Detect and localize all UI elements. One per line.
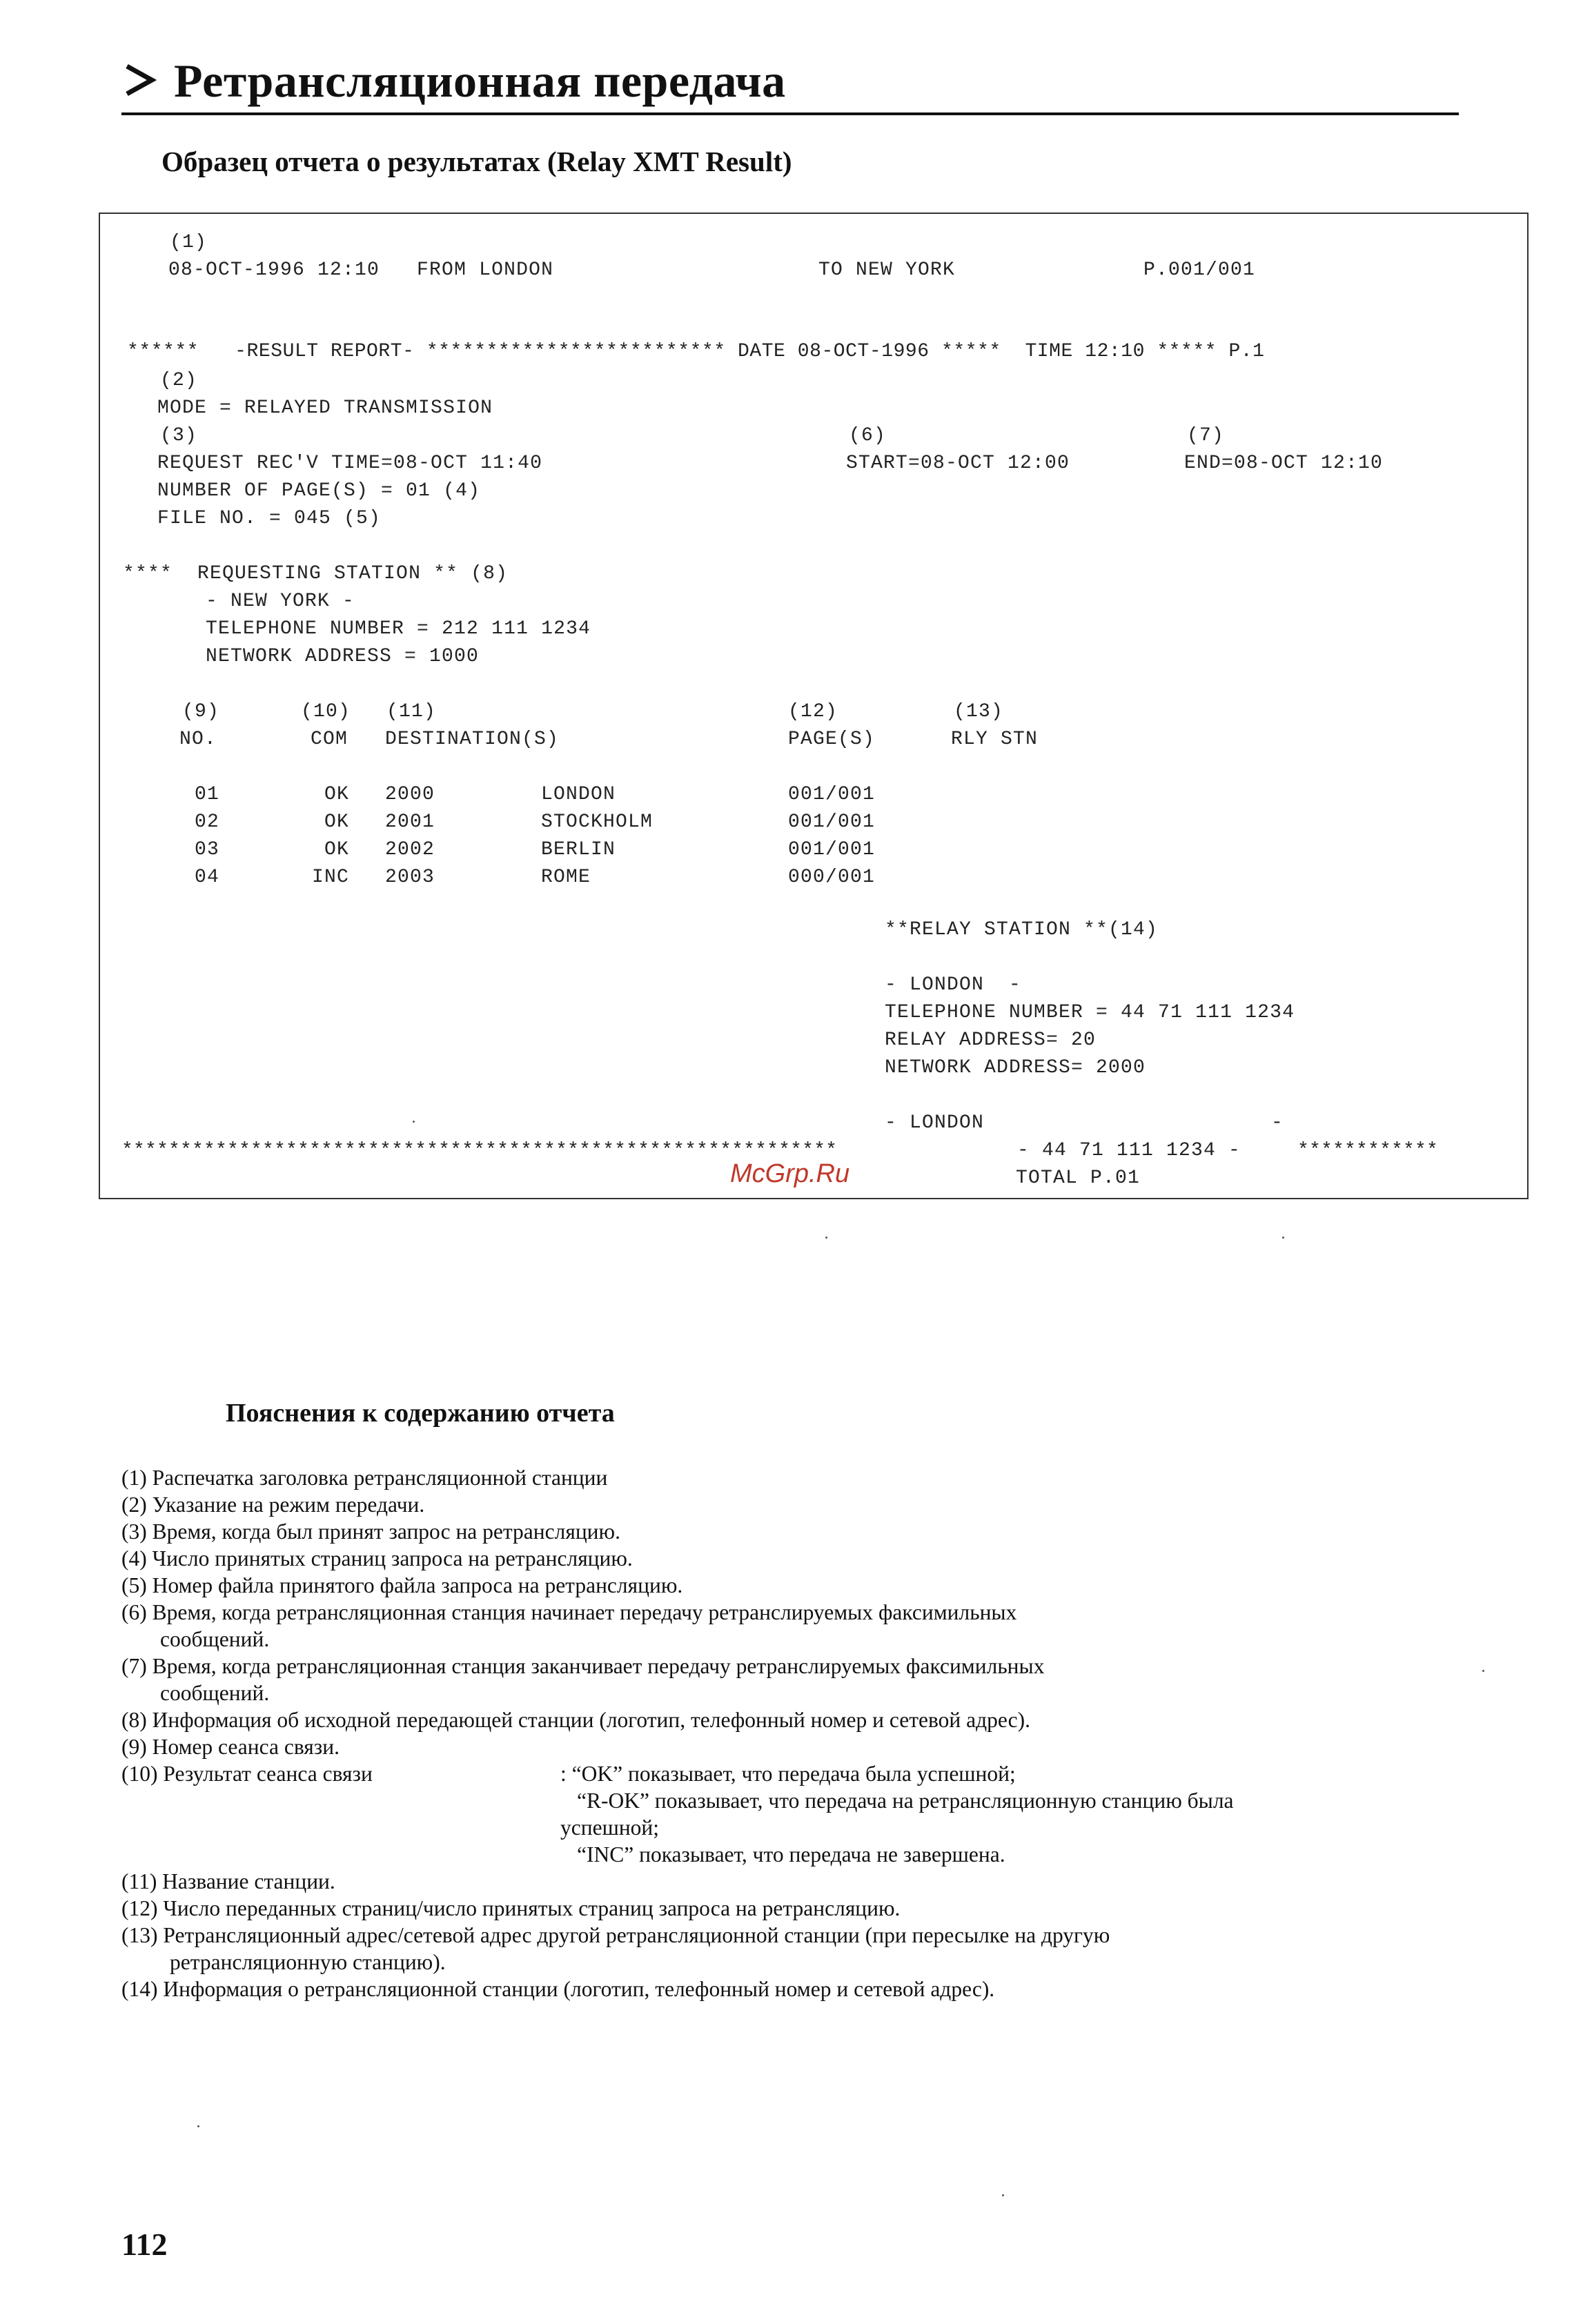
footer-stars-right: ************ xyxy=(1297,1140,1439,1161)
request-time-line: REQUEST REC'V TIME=08-OCT 11:40 xyxy=(157,453,543,474)
explanation-item-10-detail: успешной; xyxy=(560,1815,660,1840)
row-number: 2000 xyxy=(385,784,435,805)
col-index-com: (10) xyxy=(301,701,351,722)
row-no: 01 xyxy=(195,784,220,805)
relay-station-network: NETWORK ADDRESS= 2000 xyxy=(885,1057,1146,1079)
col-index-no: (9) xyxy=(182,701,220,722)
report-header-page: P.001/001 xyxy=(1143,259,1256,281)
row-no: 04 xyxy=(195,867,220,888)
total-pages: TOTAL P.01 xyxy=(1016,1168,1141,1189)
row-pages: 001/001 xyxy=(788,839,876,860)
scan-speck xyxy=(1282,1237,1284,1239)
col-header-relay-station: RLY STN xyxy=(951,729,1039,750)
relay-station-address: RELAY ADDRESS= 20 xyxy=(885,1030,1097,1051)
scan-speck xyxy=(825,1237,827,1239)
explanation-item: (1) Распечатка заголовка ретрансляционной станции xyxy=(121,1466,608,1490)
explanation-item: (12) Число переданных страниц/число принятых страниц запроса на ретрансляцию. xyxy=(121,1896,901,1920)
scan-speck xyxy=(1482,1670,1484,1672)
explanation-item: (11) Название станции. xyxy=(121,1869,335,1893)
watermark-text: McGrp.Ru xyxy=(730,1159,850,1188)
explanations-title: Пояснения к содержанию отчета xyxy=(226,1399,615,1428)
row-com: INC xyxy=(312,867,350,888)
explanation-item-10-detail: “INC” показывает, что передача не завершена. xyxy=(577,1842,1005,1867)
report-marker-3: (3) xyxy=(160,425,198,446)
arrow-bullet-icon xyxy=(121,61,157,99)
row-city: BERLIN xyxy=(541,839,616,860)
row-pages: 000/001 xyxy=(788,867,876,888)
page-number: 112 xyxy=(121,2227,168,2262)
relay-station-name: - LONDON - xyxy=(885,974,1022,996)
relay-station-heading: **RELAY STATION **(14) xyxy=(885,919,1159,941)
explanation-item: (8) Информация об исходной передающей станции (логотип, телефонный номер и сетевой адрес). xyxy=(121,1708,1030,1732)
pages-count-line: NUMBER OF PAGE(S) = 01 (4) xyxy=(157,480,481,502)
explanation-item-10-label: (10) Результат сеанса связи xyxy=(121,1762,373,1786)
file-number-line: FILE NO. = 045 (5) xyxy=(157,508,382,529)
row-number: 2002 xyxy=(385,839,435,860)
scan-speck xyxy=(1002,2194,1004,2196)
report-marker-7: (7) xyxy=(1187,425,1225,446)
explanation-item: (9) Номер сеанса связи. xyxy=(121,1735,340,1759)
col-header-pages: PAGE(S) xyxy=(788,729,876,750)
start-time-line: START=08-OCT 12:00 xyxy=(846,453,1070,474)
requesting-station-phone: TELEPHONE NUMBER = 212 111 1234 xyxy=(206,618,591,640)
requesting-station-name: - NEW YORK - xyxy=(206,591,355,612)
footer-station-name: - LONDON xyxy=(885,1112,985,1134)
end-time-line: END=08-OCT 12:10 xyxy=(1184,453,1384,474)
page-title: Ретрансляционная передача xyxy=(174,55,786,107)
col-header-destination: DESTINATION(S) xyxy=(385,729,560,750)
scan-speck xyxy=(413,1121,415,1123)
scan-speck xyxy=(197,2125,199,2127)
row-no: 03 xyxy=(195,839,220,860)
requesting-station-network: NETWORK ADDRESS = 1000 xyxy=(206,646,480,667)
row-pages: 001/001 xyxy=(788,811,876,833)
col-header-no: NO. xyxy=(179,729,217,750)
footer-phone: - 44 71 111 1234 - xyxy=(1017,1140,1241,1161)
explanation-item: (2) Указание на режим передачи. xyxy=(121,1493,425,1517)
footer-stars-left: ************************************************************* xyxy=(121,1140,838,1161)
footer-station-dash: - xyxy=(1271,1112,1284,1134)
row-com: OK xyxy=(324,839,350,860)
mode-line: MODE = RELAYED TRANSMISSION xyxy=(157,397,493,419)
result-report-banner: ****** -RESULT REPORT- ************************* DATE 08-OCT-1996 ***** TIME 12:10 ***** P.1 xyxy=(127,341,1265,362)
report-sample-subtitle: Образец отчета о результатах (Relay XMT Result) xyxy=(161,146,792,177)
explanation-item-continuation: сообщений. xyxy=(160,1681,270,1705)
explanation-item: (4) Число принятых страниц запроса на ретрансляцию. xyxy=(121,1546,633,1570)
explanation-item-10-detail: : “OK” показывает, что передача была успешной; xyxy=(560,1762,1016,1786)
col-header-com: COM xyxy=(311,729,348,750)
header-rule xyxy=(121,112,1459,115)
report-marker-6: (6) xyxy=(849,425,887,446)
explanation-item: (6) Время, когда ретрансляционная станция начинает передачу ретранслируемых факсимильных xyxy=(121,1600,1017,1624)
row-com: OK xyxy=(324,784,350,805)
row-com: OK xyxy=(324,811,350,833)
col-index-dest: (11) xyxy=(386,701,437,722)
relay-station-phone: TELEPHONE NUMBER = 44 71 111 1234 xyxy=(885,1002,1295,1023)
row-city: STOCKHOLM xyxy=(541,811,654,833)
explanation-item: (3) Время, когда был принят запрос на ретрансляцию. xyxy=(121,1519,620,1544)
explanation-item: (13) Ретрансляционный адрес/сетевой адрес другой ретрансляционной станции (при пересылке на другую xyxy=(121,1923,1110,1947)
row-number: 2003 xyxy=(385,867,435,888)
report-marker-1: (1) xyxy=(170,232,208,253)
row-city: ROME xyxy=(541,867,591,888)
explanation-item: (7) Время, когда ретрансляционная станция заканчивает передачу ретранслируемых факсимильных xyxy=(121,1654,1045,1678)
row-city: LONDON xyxy=(541,784,616,805)
report-header-to: TO NEW YORK xyxy=(818,259,956,281)
col-index-rly: (13) xyxy=(954,701,1004,722)
explanation-item: (14) Информация о ретрансляционной станции (логотип, телефонный номер и сетевой адрес). xyxy=(121,1977,995,2001)
explanation-item-10-detail: “R-OK” показывает, что передача на ретрансляционную станцию была xyxy=(577,1789,1234,1813)
explanation-item: (5) Номер файла принятого файла запроса на ретрансляцию. xyxy=(121,1573,683,1597)
col-index-page: (12) xyxy=(788,701,838,722)
explanation-item-continuation: ретрансляционную станцию). xyxy=(170,1950,446,1974)
report-marker-2: (2) xyxy=(160,370,198,391)
row-pages: 001/001 xyxy=(788,784,876,805)
row-no: 02 xyxy=(195,811,220,833)
requesting-station-heading: **** REQUESTING STATION ** (8) xyxy=(123,563,509,584)
report-header-from: 08-OCT-1996 12:10 FROM LONDON xyxy=(168,259,554,281)
row-number: 2001 xyxy=(385,811,435,833)
explanation-item-continuation: сообщений. xyxy=(160,1627,270,1651)
